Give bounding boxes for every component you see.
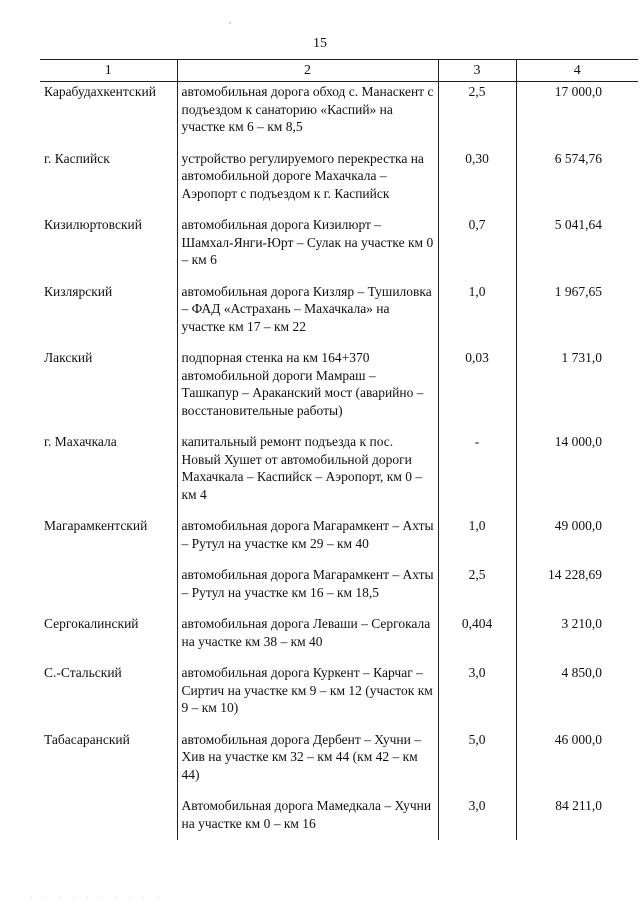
- table-row: [40, 663, 638, 730]
- district-cell: Сергокалинский: [44, 616, 139, 631]
- description-cell: устройство регулируемого перекрестка на автомобильной дороге Махачкала – Аэропорт с подъездом к г. Каспийск: [177, 149, 438, 216]
- table-row: [40, 565, 638, 614]
- length-cell: 5,0: [438, 730, 516, 797]
- district-cell: г. Каспийск: [44, 150, 110, 166]
- page-number: 15: [313, 36, 327, 51]
- length-cell: 0,7: [438, 215, 516, 282]
- district-cell: Табасаранский: [44, 731, 130, 747]
- length-cell: 3,0: [438, 796, 516, 840]
- length-cell: 3,0: [438, 663, 516, 730]
- road-works-table: [40, 59, 638, 840]
- table-row: [40, 516, 638, 565]
- description-cell: Автомобильная дорога Мамедкала – Хучни на участке км 0 – км 16: [177, 796, 438, 840]
- cost-cell: 5 041,64: [516, 215, 638, 282]
- district-cell: г. Махачкала: [44, 434, 117, 449]
- district-cell: С.-Стальский: [44, 665, 122, 680]
- district-cell: Карабудахкентский: [44, 84, 156, 99]
- table-row: [40, 730, 638, 797]
- column-number-row: [40, 60, 638, 82]
- district-cell: [40, 796, 177, 840]
- cost-cell: 1 731,0: [516, 348, 638, 432]
- district-cell: Магарамкентский: [44, 518, 148, 533]
- description-cell: автомобильная дорога Куркент – Карчаг – Сиртич на участке км 9 – км 12 (участок км 9 – км 10): [177, 663, 438, 730]
- cost-cell: 3 210,0: [516, 614, 638, 663]
- cost-cell: 1 967,65: [516, 282, 638, 349]
- cost-cell: 49 000,0: [516, 516, 638, 565]
- district-cell: [40, 565, 177, 614]
- description-cell: подпорная стенка на км 164+370 автомобильной дороги Мамраш – Ташкапур – Араканский мост (аварийно – восстановительные работы): [177, 348, 438, 432]
- column-header-4: 4: [516, 60, 638, 82]
- table-row: [40, 82, 638, 149]
- length-cell: -: [438, 432, 516, 516]
- table-row: [40, 348, 638, 432]
- length-cell: 1,0: [438, 516, 516, 565]
- description-cell: автомобильная дорога обход с. Манаскент с подъездом к санаторию «Каспий» на участке км 6 – км 8,5: [177, 82, 438, 149]
- description-cell: автомобильная дорога Магарамкент – Ахты – Рутул на участке км 29 – км 40: [177, 516, 438, 565]
- table-row: [40, 796, 638, 840]
- column-header-3: 3: [438, 60, 516, 82]
- description-cell: автомобильная дорога Леваши – Сергокала на участке км 38 – км 40: [177, 614, 438, 663]
- description-cell: автомобильная дорога Магарамкент – Ахты – Рутул на участке км 16 – км 18,5: [177, 565, 438, 614]
- table-row: [40, 282, 638, 349]
- cost-cell: 17 000,0: [516, 82, 638, 149]
- column-header-2: 2: [177, 60, 438, 82]
- cost-cell: 6 574,76: [516, 149, 638, 216]
- cost-cell: 84 211,0: [516, 796, 638, 840]
- length-cell: 2,5: [438, 565, 516, 614]
- cost-cell: 46 000,0: [516, 730, 638, 797]
- table-row: [40, 432, 638, 516]
- length-cell: 2,5: [438, 82, 516, 149]
- district-cell: Кизилюртовский: [44, 217, 142, 232]
- length-cell: 0,404: [438, 614, 516, 663]
- cost-cell: 14 228,69: [516, 565, 638, 614]
- scan-dots: · · · · · · · · · ·: [30, 894, 165, 902]
- table-row: [40, 614, 638, 663]
- district-cell: Кизлярский: [44, 283, 113, 299]
- scan-speck: ,: [229, 16, 231, 25]
- district-cell: Лакский: [44, 350, 93, 365]
- description-cell: капитальный ремонт подъезда к пос. Новый Хушет от автомобильной дороги Махачкала – Каспийск – Аэропорт, км 0 – км 4: [177, 432, 438, 516]
- column-header-1: 1: [40, 60, 177, 82]
- description-cell: автомобильная дорога Дербент – Хучни – Хив на участке км 32 – км 44 (км 42 – км 44): [177, 730, 438, 797]
- length-cell: 0,03: [438, 348, 516, 432]
- length-cell: 0,30: [438, 149, 516, 216]
- table-row: [40, 149, 638, 216]
- description-cell: автомобильная дорога Кизилюрт – Шамхал-Янги-Юрт – Сулак на участке км 0 – км 6: [177, 215, 438, 282]
- cost-cell: 4 850,0: [516, 663, 638, 730]
- description-cell: автомобильная дорога Кизляр – Тушиловка – ФАД «Астрахань – Махачкала» на участке км 17 – км 22: [177, 282, 438, 349]
- length-cell: 1,0: [438, 282, 516, 349]
- table-row: [40, 215, 638, 282]
- cost-cell: 14 000,0: [516, 432, 638, 516]
